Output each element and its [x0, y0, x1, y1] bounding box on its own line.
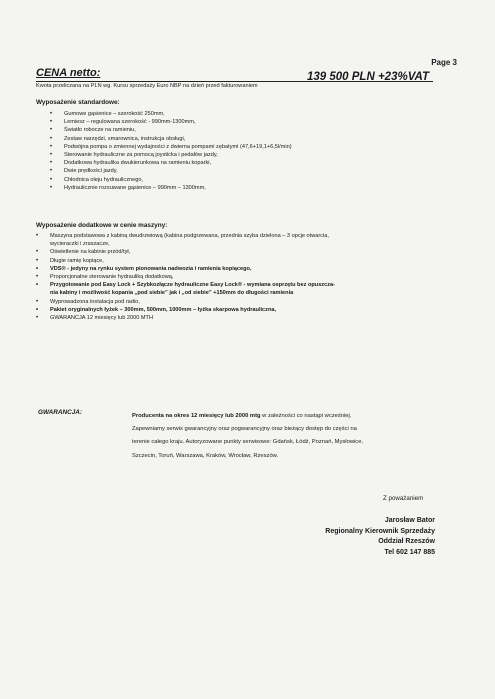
list-item: • Dodatkowa hydraulika dwukierunkowa na ramieniu koparki,: [50, 159, 450, 167]
price-label: CENA netto:: [36, 67, 101, 79]
list-item: • GWARANCJA 12 miesięcy lub 2000 MTH: [36, 314, 454, 322]
signature-branch: Oddział Rzeszów: [378, 538, 435, 546]
list-item: • Długie ramię kopiące,: [36, 257, 454, 265]
signature-name: Jarosław Bator: [384, 517, 435, 524]
list-item: • Światło robocze na ramieniu,: [50, 126, 450, 134]
price-value: 139 500 PLN +23%VAT: [307, 71, 429, 83]
list-item: • Wyprowadzona instalacja pod radio,: [36, 298, 454, 306]
warranty-line-2: Zapewniamy serwis gwarancyjny oraz pogwarancyjny oraz bieżący dostęp do części na: [132, 426, 357, 433]
warranty-line-1: [132, 410, 452, 423]
list-item-continuation: wycieraczki i zraszacze,: [50, 241, 110, 248]
standard-equipment-title: Wyposażenie standardowe:: [36, 99, 120, 106]
warranty-line-3: terenie całego kraju. Autoryzowane punkty serwisowe: Gdańsk, Łódź, Poznań, Mysłowice,: [132, 439, 364, 446]
list-item: • Sterowanie hydrauliczne za pomocą joysticka i pedałów jazdy,: [50, 151, 450, 159]
list-item: • VDS® - jedyny na rynku system pionowania nadwozia i ramienia kopiącego,: [36, 265, 454, 273]
warranty-label: GWARANCJA:: [38, 409, 83, 416]
signature-block: [325, 516, 435, 558]
list-item: [36, 281, 454, 297]
additional-equipment-title: Wyposażenie dodatkowe w cenie maszyny:: [36, 222, 168, 229]
additional-equipment-list: [36, 232, 454, 322]
page-number: Page 3: [431, 58, 457, 67]
list-item: • Zestaw narzędzi, smarownica, instrukcja obsługi,: [50, 135, 450, 143]
list-item: • Oświetlenie na kabinie przód/tył,: [36, 248, 454, 256]
warranty-line-4: Szczecin, Toruń, Warszawa, Kraków, Wrocław, Rzeszów.: [132, 452, 279, 459]
list-item: • Proporcjonalne sterowanie hydrauliką dodatkową,: [36, 273, 454, 281]
warranty-text: [132, 410, 452, 463]
list-item: [36, 232, 454, 248]
list-item: • Lemiesz – regulowana szerokość - 990mm-1300mm,: [50, 118, 450, 126]
signature-phone: Tel 602 147 885: [384, 548, 435, 556]
price-note: Kwota przeliczana na PLN wg. Kursu sprzedaży Euro NBP na dzień przed fakturowaniem: [36, 83, 258, 89]
standard-equipment-list: [50, 110, 450, 192]
warranty-bold-text: Producenta na okres 12 miesięcy lub 2000 mtg: [132, 413, 261, 419]
list-item-text: Maszyna podstawowa z kabiną dwudrzwiową (kabina podgrzewana, przednia szyba dzielona – 3 opcje otwarcia,: [50, 233, 329, 239]
closing-text: Z poważaniem: [383, 495, 424, 502]
list-item: • Dwie prędkości jazdy,: [50, 167, 450, 175]
list-item: • Hydraulicznie rozsuwane gąsienice – 990mm – 1300mm,: [50, 184, 450, 192]
warranty-rest-text: w zależności co nastąpi wcześniej.: [260, 413, 352, 419]
price-row: [36, 67, 433, 82]
list-item: • Pakiet oryginalnych łyżek – 300mm, 500mm, 1000mm – łyżka skarpowa hydrauliczna,: [36, 306, 454, 314]
list-item-continuation: nia kabiny i możliwość kopania „pod siebie” jak i „od siebie” +150mm do długości ramienia: [50, 290, 294, 297]
list-item: • Podwójna pompa o zmiennej wydajności z dwiema pompami zębatymi (47,6+19,1+6,5l/min): [50, 143, 450, 151]
list-item-text: Przygotowanie pod Easy Lock + Szybkozłącze hydrauliczne Easy Lock® - wymiana osprzętu bez opuszcza-: [50, 282, 335, 289]
signature-role: Regionalny Kierownik Sprzedaży: [325, 527, 435, 535]
list-item: • Chłodnica oleju hydraulicznego,: [50, 176, 450, 184]
list-item: • Gumowe gąsienice – szerokość 250mm,: [50, 110, 450, 118]
